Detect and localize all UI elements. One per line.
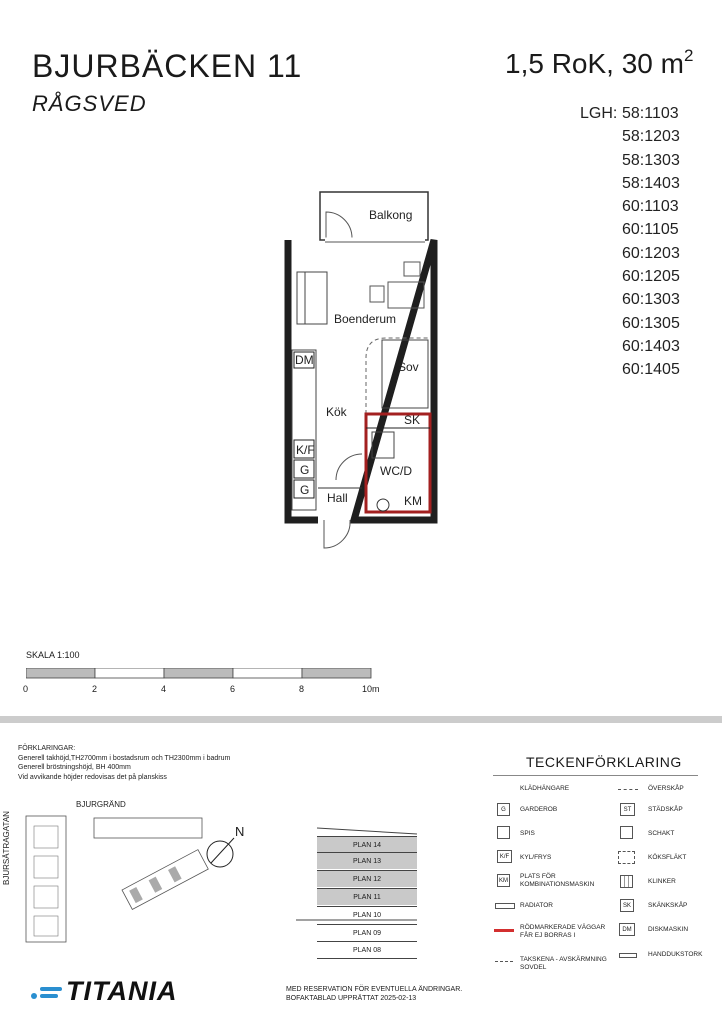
lgh-number: 58:1303 xyxy=(622,151,680,169)
scale-tick: 6 xyxy=(230,684,236,694)
lgh-label: LGH: xyxy=(580,105,618,122)
lgh-number: 60:1205 xyxy=(622,268,680,286)
overhead-cabinet-icon xyxy=(618,789,638,790)
legend-symbol: G xyxy=(497,803,510,816)
entry-door-swing xyxy=(324,520,350,548)
footer-line: BOFAKTABLAD UPPRÄTTAT 2025-02-13 xyxy=(286,995,417,1002)
legend-item: SPIS xyxy=(520,830,535,837)
street-side: BJURSÄTRAGATAN xyxy=(2,811,11,885)
legend-item: KLÄDHÄNGARE xyxy=(520,785,570,792)
lgh-number: 58:1103 xyxy=(622,105,679,122)
room-sov: Sov xyxy=(398,360,419,374)
room-boenderum: Boenderum xyxy=(334,312,397,326)
legend-item: KLINKER xyxy=(648,878,676,885)
floor-row: PLAN 11 xyxy=(317,888,417,905)
floor-row: PLAN 08 xyxy=(317,941,417,959)
room-balkong: Balkong xyxy=(369,208,413,222)
legend-symbol: K/F xyxy=(497,850,512,863)
footer-note xyxy=(286,985,462,1003)
scale-bar xyxy=(26,668,376,680)
legend-item: SKÄNKSKÅP xyxy=(648,902,688,909)
legend-title: TECKENFÖRKLARING xyxy=(526,754,682,770)
legend-symbol: DM xyxy=(619,923,635,936)
legend-item: ÖVERSKÅP xyxy=(648,785,684,792)
scale-tick: 8 xyxy=(299,684,305,694)
legend-item: HANDDUKSTORK xyxy=(648,951,703,958)
room-wcd: WC/D xyxy=(380,464,412,478)
site-plan xyxy=(22,812,222,947)
lgh-number: 60:1103 xyxy=(622,198,679,216)
scale-tick: 2 xyxy=(92,684,98,694)
label-dm: DM xyxy=(295,353,314,367)
legend-item: PLATS FÖR KOMBINATIONSMASKIN xyxy=(520,873,595,888)
scale-tick: 10m xyxy=(362,684,380,694)
balcony-door-swing xyxy=(326,212,352,238)
floor-row: PLAN 14 xyxy=(317,836,417,853)
north-label: N xyxy=(235,824,245,839)
notes-line: Generell bröstningshöjd, BH 400mm xyxy=(18,764,131,771)
tile-icon xyxy=(620,875,633,888)
lgh-number: 60:1405 xyxy=(622,361,680,379)
lgh-number: 60:1105 xyxy=(622,221,679,239)
label-g1: G xyxy=(300,463,310,477)
notes xyxy=(18,744,230,782)
north-arrow xyxy=(204,834,244,870)
scale-tick: 4 xyxy=(161,684,167,694)
legend-item: SCHAKT xyxy=(648,830,675,837)
kitchen-fan-icon xyxy=(618,851,635,864)
stove-icon xyxy=(497,826,510,839)
room-sk: SK xyxy=(404,413,421,427)
floor-row: PLAN 10 xyxy=(317,906,417,923)
notes-line: Vid avvikande höjder redovisas det på planskiss xyxy=(18,773,167,781)
notes-heading: FÖRKLARINGAR: xyxy=(18,745,76,752)
titania-logo-mark xyxy=(28,982,64,1002)
legend-symbol: KM xyxy=(497,874,510,887)
legend-item: DISKMASKIN xyxy=(648,926,689,933)
lgh-number: 58:1403 xyxy=(622,174,680,192)
lgh-number: 60:1305 xyxy=(622,314,680,332)
towel-warmer-icon xyxy=(619,953,637,958)
legend-item: STÄDSKÅP xyxy=(648,806,683,813)
lgh-number: 58:1203 xyxy=(622,128,680,146)
room-hall: Hall xyxy=(327,491,348,505)
radiator-icon xyxy=(495,903,515,909)
footer-line: MED RESERVATION FÖR EVENTUELLA ÄNDRINGAR. xyxy=(286,986,463,993)
legend-symbol: SK xyxy=(620,899,634,912)
floor-row: PLAN 12 xyxy=(317,870,417,887)
legend-item: RÖDMARKERADE VÄGGAR FÅR EJ BORRAS I xyxy=(520,924,606,939)
legend-item: GARDEROB xyxy=(520,806,558,813)
legend-item: KYL/FRYS xyxy=(520,854,552,861)
legend-symbol: ST xyxy=(620,803,635,816)
label-g2: G xyxy=(300,483,310,497)
sofa xyxy=(297,272,327,324)
legend-item: RADIATOR xyxy=(520,902,553,909)
project-title: BJURBÄCKEN 11 xyxy=(32,48,303,84)
floor-row: PLAN 13 xyxy=(317,852,417,869)
red-wall-icon xyxy=(494,929,514,932)
street-top: BJURGRÄND xyxy=(76,800,126,809)
shaft-icon xyxy=(620,826,633,839)
lgh-number: 60:1203 xyxy=(622,244,680,262)
legend-item: TAKSKENA - AVSKÄRMNING SOVDEL xyxy=(520,956,607,971)
notes-line: Generell takhöjd,TH2700mm i bostadsrum och TH2300mm i badrum xyxy=(18,754,231,762)
label-kf: K/F xyxy=(296,443,315,457)
brand-logo: TITANIA xyxy=(66,976,178,1006)
area-name: RÅGSVED xyxy=(32,91,147,116)
scale-label: SKALA 1:100 xyxy=(26,650,80,660)
room-km: KM xyxy=(404,494,422,508)
lgh-number: 60:1303 xyxy=(622,291,680,309)
legend-item: KÖKSFLÄKT xyxy=(648,854,687,861)
ceiling-rail-icon xyxy=(495,961,513,962)
apartment-type: 1,5 RoK, 30 $m^2$ xyxy=(505,46,694,79)
floor-row: PLAN 09 xyxy=(317,924,417,941)
section-divider xyxy=(0,716,722,723)
lgh-number: 60:1403 xyxy=(622,337,680,355)
scale-tick: 0 xyxy=(23,684,29,694)
legend-rule xyxy=(493,775,698,776)
room-kok: Kök xyxy=(326,405,347,419)
